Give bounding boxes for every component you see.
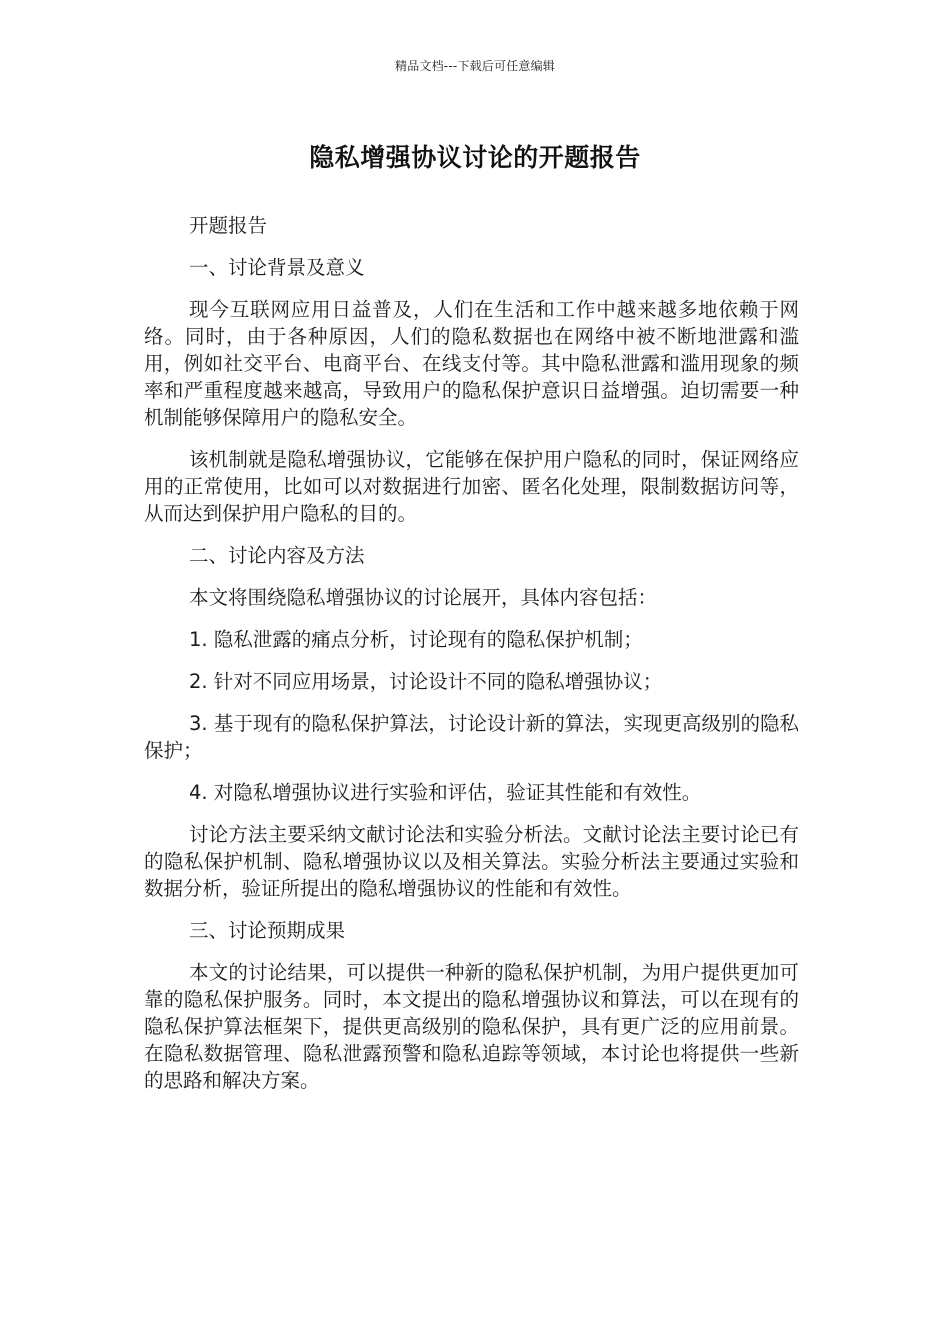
paragraph-methods: 讨论方法主要采纳文献讨论法和实验分析法。文献讨论法主要讨论已有的隐私保护机制、隐私增强协议以及相关算法。实验分析法主要通过实验和数据分析，验证所提出的隐私增强协议的性能和有效性。	[144, 823, 799, 900]
header-note: 精品文档---下载后可任意编辑	[395, 59, 555, 73]
list-item-1: 1. 隐私泄露的痛点分析，讨论现有的隐私保护机制；	[189, 628, 643, 651]
list-item-2: 2. 针对不同应用场景，讨论设计不同的隐私增强协议；	[189, 670, 663, 693]
paragraph-outcomes: 本文的讨论结果，可以提供一种新的隐私保护机制，为用户提供更加可靠的隐私保护服务。同时，本文提出的隐私增强协议和算法，可以在现有的隐私保护算法框架下，提供更高级别的隐私保护，具有更广泛的应用前景。在隐私数据管理、隐私泄露预警和隐私追踪等领域，本讨论也将提供一些新的思路和解决方案。	[144, 961, 799, 1092]
section-heading-background: 一、讨论背景及意义	[189, 256, 365, 279]
section-heading-content: 二、讨论内容及方法	[189, 544, 365, 567]
document-body	[144, 212, 799, 1109]
document-title: 隐私增强协议讨论的开题报告	[309, 143, 641, 172]
paragraph-report-label: 开题报告	[189, 214, 268, 237]
list-item-4: 4. 对隐私增强协议进行实验和评估，验证其性能和有效性。	[189, 781, 702, 804]
paragraph-content-intro: 本文将围绕隐私增强协议的讨论展开，具体内容包括：	[189, 586, 658, 609]
paragraph-mechanism: 该机制就是隐私增强协议，它能够在保护用户隐私的同时，保证网络应用的正常使用，比如可以对数据进行加密、匿名化处理，限制数据访问等，从而达到保护用户隐私的目的。	[144, 448, 799, 525]
section-heading-outcomes: 三、讨论预期成果	[189, 919, 346, 942]
paragraph-background: 现今互联网应用日益普及，人们在生活和工作中越来越多地依赖于网络。同时，由于各种原因，人们的隐私数据也在网络中被不断地泄露和滥用，例如社交平台、电商平台、在线支付等。其中隐私泄露和滥用现象的频率和严重程度越来越高，导致用户的隐私保护意识日益增强。迫切需要一种机制能够保障用户的隐私安全。	[144, 298, 799, 429]
list-item-3: 3. 基于现有的隐私保护算法，讨论设计新的算法，实现更高级别的隐私保护；	[144, 712, 799, 762]
